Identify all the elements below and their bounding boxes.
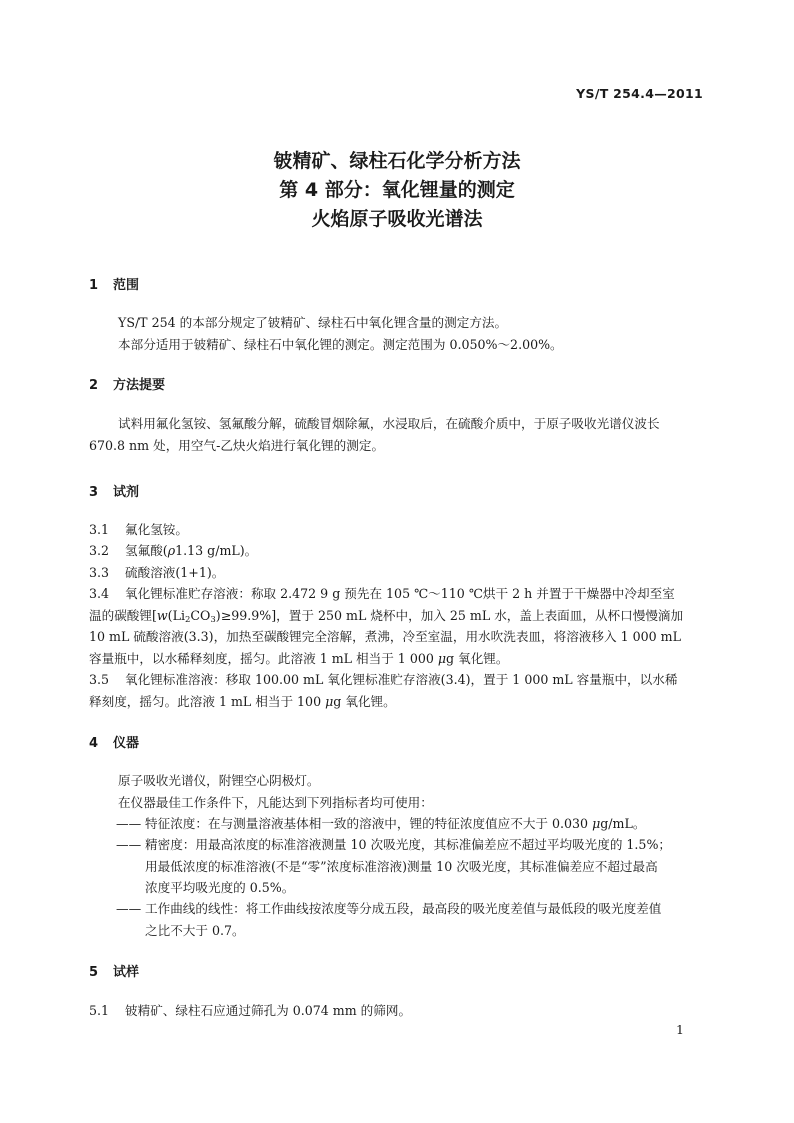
reagent-item: [89, 540, 705, 562]
text-run: 释刻度，摇匀。此溶液 1 mL 相当于 100: [89, 693, 326, 709]
item-text-line: [89, 648, 705, 670]
section-heading-reagents: [89, 481, 139, 500]
title-line-3: 火焰原子吸收光谱法: [311, 208, 483, 230]
section-title: 试剂: [113, 485, 140, 500]
criteria-item: [89, 834, 705, 899]
text-run: 温的碳酸锂[: [89, 607, 157, 623]
criteria-item: [89, 898, 705, 941]
criteria-item: [89, 813, 705, 835]
item-text: 1.13 g/mL)。: [175, 543, 258, 558]
text-run: g 氧化锂。: [333, 693, 396, 709]
section-number: 2: [89, 378, 99, 393]
item-text: 铍精矿、绿柱石应通过筛孔为 0.074 mm 的筛网。: [125, 1003, 412, 1018]
micro-symbol: μ: [325, 693, 334, 709]
item-number: 3.2: [89, 543, 110, 558]
item-text: 硫酸溶液(1+1)。: [125, 565, 225, 580]
item-text-line: 10 mL 硫酸溶液(3.3)，加热至碳酸锂完全溶解，煮沸，冷至室温，用水吹洗表皿，将溶液移入 1 000 mL: [89, 629, 681, 644]
item-number: 3.4: [89, 586, 110, 601]
section-number: 4: [89, 736, 99, 751]
subscript: 2: [184, 614, 191, 625]
reagent-item: [89, 669, 705, 712]
paragraph: 在仪器最佳工作条件下，凡能达到下列指标者均可使用：: [118, 794, 433, 810]
title-line-1: 铍精矿、绿柱石化学分析方法: [273, 150, 521, 172]
section-number: 5: [89, 965, 99, 980]
item-text: 氢氟酸(: [125, 543, 168, 558]
text-run: 精密度：用最高浓度的标准溶液测量 10 次吸光度，其标准偏差应不超过平均吸光度的 1.5%；: [145, 837, 671, 852]
section-number: 3: [89, 485, 99, 500]
text-run: CO: [190, 607, 211, 623]
section-title: 仪器: [113, 736, 140, 751]
text-run: 工作曲线的线性：将工作曲线按浓度等分成五段，最高段的吸光度差值与最低段的吸光度差值: [145, 901, 662, 916]
subscript: 3: [210, 614, 216, 625]
item-number: 3.1: [89, 522, 110, 537]
item-number: 3.3: [89, 565, 110, 580]
mass-fraction-symbol: w: [156, 607, 168, 623]
item-text-line: 浓度平均吸光度的 0.5%。: [145, 880, 295, 895]
section-title: 方法提要: [113, 378, 166, 393]
density-symbol: ρ: [167, 543, 176, 558]
standard-code: YS/T 254.4—2011: [576, 86, 703, 101]
reagent-item: [89, 562, 705, 584]
item-text-line: 之比不大于 0.7。: [145, 922, 245, 938]
reagent-item: [89, 519, 705, 541]
section-heading-apparatus: [89, 732, 139, 751]
page-number: 1: [676, 1022, 684, 1037]
section-number: 1: [89, 278, 99, 293]
section-apparatus-body: [89, 770, 703, 813]
item-number: 5.1: [89, 1003, 110, 1018]
item-text-line: 用最低浓度的标准溶液(不是“零”浓度标准溶液)测量 10 次吸光度，其标准偏差应不超过最高: [145, 858, 658, 874]
paragraph: 本部分适用于铍精矿、绿柱石中氧化锂的测定。测定范围为 0.050%～2.00%。: [118, 336, 563, 352]
text-run: g/mL。: [600, 816, 646, 831]
paragraph-line: 670.8 nm 处，用空气-乙炔火焰进行氧化锂的测定。: [89, 437, 385, 453]
section-heading-sample: [89, 961, 139, 980]
reagent-item: [89, 583, 705, 669]
dash-marker: ——: [116, 901, 142, 916]
text-run: (Li: [167, 607, 185, 623]
paragraph-line: 试料用氟化氢铵、氢氟酸分解，硫酸冒烟除氟，水浸取后，在硫酸介质中，于原子吸收光谱仪波长: [118, 416, 660, 431]
section-title: 范围: [113, 278, 140, 293]
title-line-2: 第 4 部分：氧化锂量的测定: [279, 179, 515, 201]
text-run: )≥99.9%]，置于 250 mL 烧杯中，加入 25 mL 水，盖上表面皿，从杯口慢慢滴加: [215, 607, 684, 623]
item-text: 氧化锂标准贮存溶液：称取 2.472 9 g 预先在 105 ℃～110 ℃烘干 2 h 并置于干燥器中冷却至室: [125, 586, 675, 601]
text-run: 容量瓶中，以水稀释刻度，摇匀。此溶液 1 mL 相当于 1 000: [89, 650, 438, 666]
section-heading-scope: [89, 274, 139, 293]
section-principle-body: [89, 413, 703, 456]
section-heading-principle: [89, 374, 165, 393]
item-text: 氧化锂标准溶液：移取 100.00 mL 氧化锂标准贮存溶液(3.4)，置于 1 000 mL 容量瓶中，以水稀: [125, 672, 678, 687]
micro-symbol: μ: [437, 650, 447, 666]
document-title: [0, 147, 794, 234]
section-scope-body: [89, 312, 703, 355]
micro-symbol: μ: [592, 816, 601, 831]
dash-marker: ——: [116, 837, 142, 852]
item-text-line: [89, 691, 705, 713]
dash-marker: ——: [116, 816, 142, 831]
paragraph: YS/T 254 的本部分规定了铍精矿、绿柱石中氧化锂含量的测定方法。: [118, 315, 508, 330]
text-run: 特征浓度：在与测量溶液基体相一致的溶液中，锂的特征浓度值应不大于 0.030: [145, 816, 593, 831]
item-text-line: [89, 605, 705, 627]
sample-item: [89, 1000, 705, 1022]
item-number: 3.5: [89, 672, 110, 687]
section-title: 试样: [113, 965, 140, 980]
text-run: g 氧化锂。: [446, 650, 509, 666]
item-text: 氟化氢铵。: [125, 522, 188, 537]
paragraph: 原子吸收光谱仪，附锂空心阴极灯。: [118, 773, 320, 788]
